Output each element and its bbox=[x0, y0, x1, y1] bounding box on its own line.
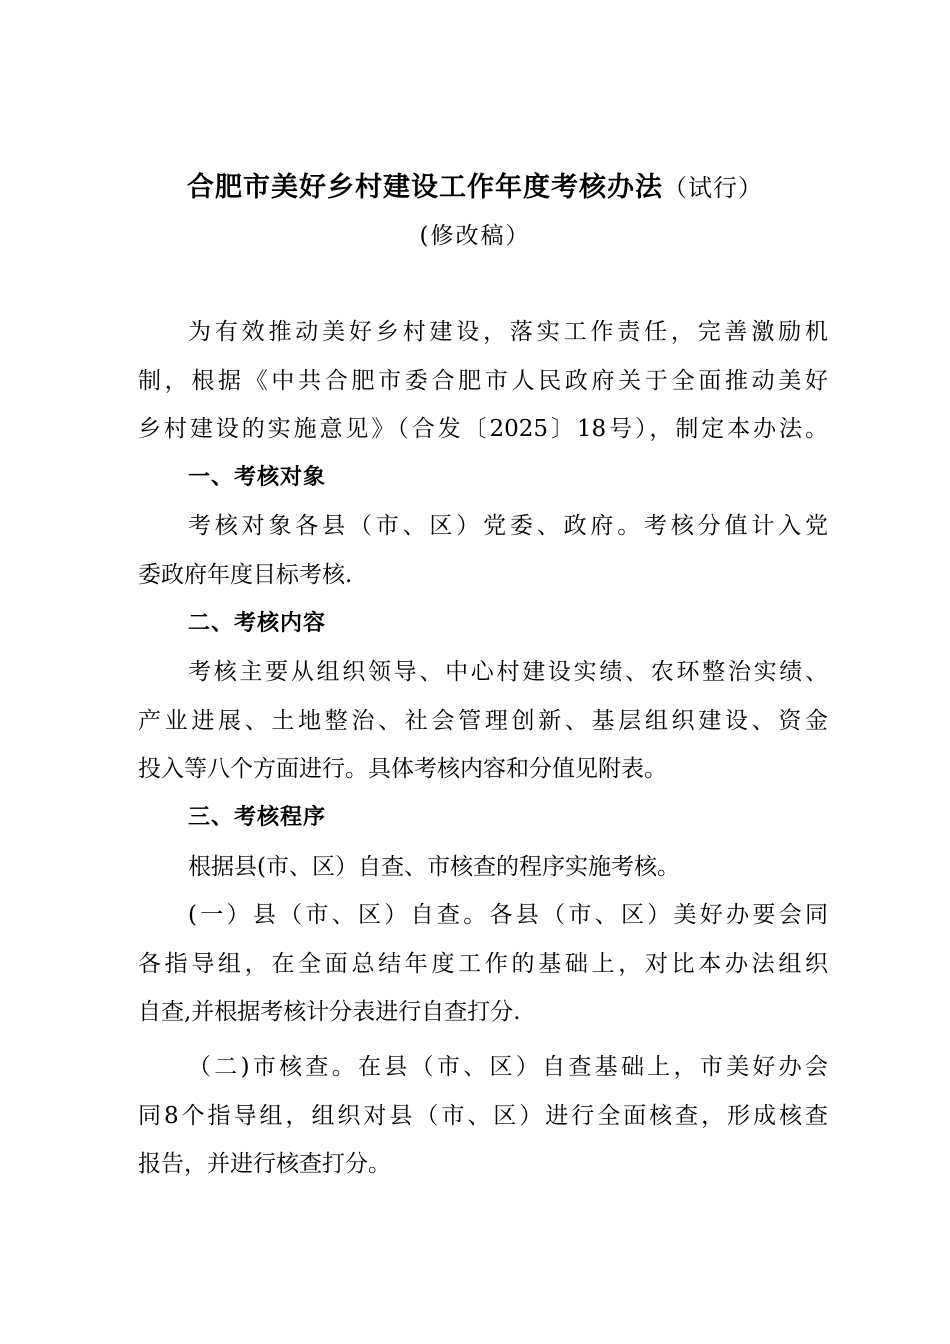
item2-line-3: 报告，并进行核查打分。 bbox=[138, 1151, 391, 1178]
document-title bbox=[0, 165, 950, 204]
document-subtitle: (修改稿） bbox=[419, 223, 531, 249]
section2-line-1: 考核主要从组织领导、中心村建设实绩、农环整治实绩、 bbox=[188, 659, 828, 686]
section-heading-1: 一、考核对象 bbox=[188, 464, 327, 490]
section-heading-3: 三、考核程序 bbox=[188, 804, 327, 830]
section1-line-1: 考核对象各县（市、区）党委、政府。考核分值计入党 bbox=[188, 513, 828, 540]
document-body bbox=[138, 308, 828, 1189]
item2-line-1: （二)市核查。在县（市、区）自查基础上，市美好办会 bbox=[188, 1053, 828, 1080]
section3-line-1: 根据县(市、区）自查、市核查的程序实施考核。 bbox=[188, 853, 680, 880]
intro-line-3: 乡村建设的实施意见》（合发〔2025〕18号），制定本办法。 bbox=[138, 416, 828, 443]
item1-line-1: (一）县（市、区）自查。各县（市、区）美好办要会同 bbox=[188, 902, 828, 929]
section-heading-2: 二、考核内容 bbox=[188, 610, 327, 636]
title-suffix: （试行） bbox=[663, 174, 763, 202]
item2-line-2: 同8个指导组，组织对县（市、区）进行全面核查，形成核查 bbox=[138, 1102, 828, 1129]
title-main: 合肥市美好乡村建设工作年度考核办法 bbox=[187, 172, 663, 203]
section2-line-2: 产业进展、土地整治、社会管理创新、基层组织建设、资金 bbox=[138, 707, 828, 734]
item1-line-2: 各指导组，在全面总结年度工作的基础上，对比本办法组织 bbox=[138, 950, 828, 977]
item1-line-3: 自查,并根据考核计分表进行自查打分. bbox=[138, 999, 521, 1026]
intro-line-2: 制，根据《中共合肥市委合肥市人民政府关于全面推动美好 bbox=[138, 367, 828, 394]
section2-line-3: 投入等八个方面进行。具体考核内容和分值见附表。 bbox=[138, 756, 667, 783]
intro-line-1: 为有效推动美好乡村建设，落实工作责任，完善激励机 bbox=[188, 319, 828, 345]
section1-line-2: 委政府年度目标考核. bbox=[138, 561, 353, 588]
